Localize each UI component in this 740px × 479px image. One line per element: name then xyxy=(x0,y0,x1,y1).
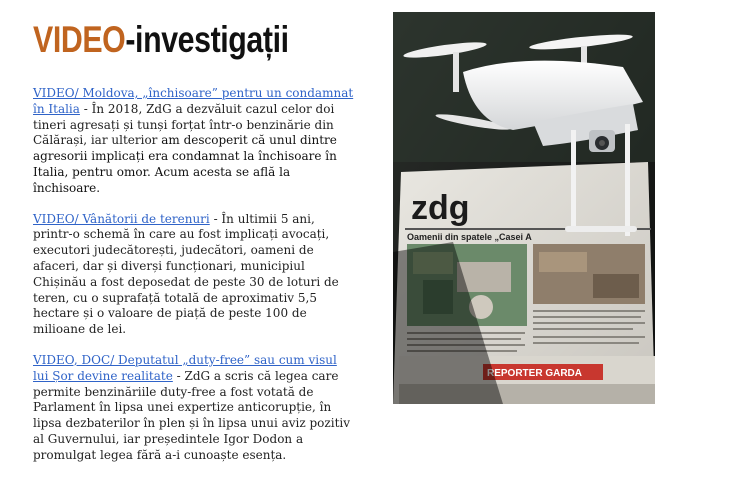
newspaper-banner: REPORTER GARDA xyxy=(487,368,583,379)
investigation-text: - În 2018, ZdG a dezvăluit cazul celor doi tineri agresați și tunși forțat într-o benzinărie din Călărași, iar ulterior xyxy=(33,101,335,148)
photo-illustration xyxy=(393,12,655,404)
investigation-item xyxy=(33,353,355,464)
investigation-link[interactable]: VIDEO, DOC/ Deputatul „duty-free” sau cum visul lui Șor devine realitate xyxy=(33,352,337,383)
slide-title xyxy=(33,18,289,62)
investigation-link[interactable]: VIDEO/ Moldova, „închisoare” pentru un condamnat în Italia xyxy=(33,86,354,116)
investigations-list xyxy=(33,86,355,479)
investigation-text: - ZdG a scris că legea care permite benzinăriile duty-free a fost votată de Parlament în lipsa unei expertize anticorupție, în lipsa dezbaterilor în plen și în lipsa unui aviz pozitiv al Guvernului, iar președintele Igor Dodon a promulgat legea fără a-i cunoaște esența. xyxy=(33,368,351,462)
newspaper-masthead: zdg xyxy=(411,189,470,227)
investigation-text-emphasis: am descoperit că unul dintre agresorii implicați era condamnat la închisoare în Italia, pentru omor. Acum acesta se află la închisoare. xyxy=(33,133,337,195)
investigation-item xyxy=(33,86,355,197)
title-accent: VIDEO xyxy=(33,19,126,60)
investigation-text: - În ultimii 5 ani, printr-o schemă în care au fost implicați avocați, executori judecătorești, judecători, oameni de afaceri, dar și diverși funcționari, municipiul Chișinău a fost deposedat de peste 30 de loturi de teren, cu o suprafață totală de aproximativ 5,5 hectare și o valoare de piață de peste 100 de milioane de lei. xyxy=(33,211,339,337)
investigation-item xyxy=(33,212,355,338)
drone-newspaper-photo xyxy=(393,12,655,404)
investigation-link[interactable]: VIDEO/ Vânătorii de terenuri xyxy=(33,211,210,226)
title-rest: -investigații xyxy=(125,19,289,60)
newspaper-headline: Oamenii din spatele „Casei A xyxy=(407,232,532,242)
